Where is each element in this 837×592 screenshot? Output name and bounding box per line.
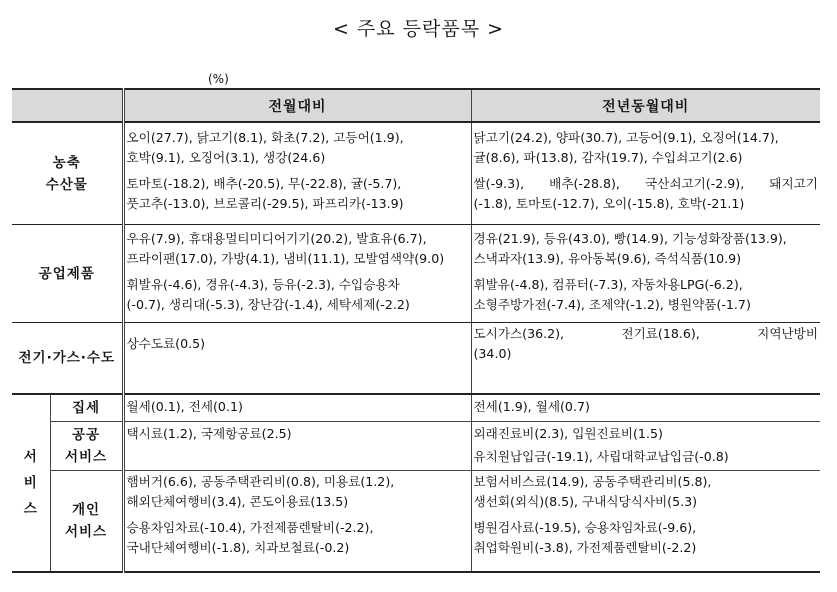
industry-yoy-up-2: 스낵과자(13.9), 유아동복(9.6), 즉석식품(10.9) (473, 251, 742, 266)
public-mom-value: 택시료(1.2), 국제항공료(2.5) (126, 426, 292, 441)
subcategory-personal-service (50, 471, 123, 573)
utility-yoy-gas: 도시가스(36.2), (473, 326, 565, 341)
personal-mom-down-2: 국내단체여행비(-1.8), 치과보철료(-0.2) (126, 540, 350, 555)
agri-yoy-down-2: (-1.8), 토마토(-12.7), 오이(-15.8), 호박(-21.1) (473, 196, 745, 211)
category-agri-line1: 농축 (52, 154, 81, 171)
industry-mom-down-1: 휘발유(-4.6), 경유(-4.3), 등유(-2.3), 수입승용차 (126, 277, 400, 292)
agri-mom-up-2: 호박(9.1), 오징어(3.1), 생강(24.6) (126, 150, 326, 165)
unit-label: (%) (208, 72, 229, 86)
utility-mom-value: 상수도료(0.5) (126, 336, 206, 351)
table-header-row (12, 89, 820, 122)
personal-mom-up-2: 해외단체여행비(3.4), 콘도이용료(13.5) (126, 494, 349, 509)
subcategory-public-service (50, 422, 123, 471)
agri-mom-cell (123, 122, 471, 225)
personal-yoy-down-2: 취업학원비(-3.8), 가전제품렌탈비(-2.2) (473, 540, 697, 555)
subcategory-personal-line2: 서비스 (64, 524, 108, 540)
agri-yoy-cell (471, 122, 820, 225)
header-mom: 전월대비 (123, 89, 471, 122)
public-mom-cell (123, 422, 471, 471)
category-agri-line2: 수산물 (45, 176, 88, 193)
public-yoy-up: 외래진료비(2.3), 입원진료비(1.5) (473, 426, 663, 441)
rent-mom-value: 월세(0.1), 전세(0.1) (126, 399, 243, 414)
agri-yoy-down-1 (472, 174, 821, 194)
utility-yoy-electric: 전기료(18.6), (621, 326, 700, 341)
rent-yoy-value: 전세(1.9), 월세(0.7) (473, 399, 590, 414)
personal-yoy-down-1: 병원검사료(-19.5), 승용차임차료(-9.6), (473, 520, 697, 535)
table-row-public-service (12, 422, 820, 471)
table-row-utility (12, 323, 820, 395)
utility-yoy-heating: 지역난방비 (757, 326, 818, 341)
industry-mom-up-2: 프라이팬(17.0), 가방(4.1), 냄비(11.1), 모발염색약(9.0) (126, 251, 445, 266)
header-blank-cell (12, 89, 123, 122)
public-yoy-cell (471, 422, 820, 471)
industry-yoy-down-2: 소형주방가전(-7.4), 조제약(-1.2), 병원약품(-1.7) (473, 297, 751, 312)
agri-mom-up-1: 오이(27.7), 닭고기(8.1), 화초(7.2), 고등어(1.9), (126, 130, 404, 145)
subcategory-public-line1: 공공 (71, 427, 101, 443)
industry-yoy-cell (471, 225, 820, 323)
header-yoy: 전년동월대비 (471, 89, 820, 122)
public-yoy-down: 유치원납입금(-19.1), 사립대학교납입금(-0.8) (473, 449, 729, 464)
subcategory-personal-line1: 개인 (71, 502, 101, 518)
industry-yoy-up-1: 경유(21.9), 등유(43.0), 빵(14.9), 기능성화장품(13.9), (473, 231, 787, 246)
subcategory-public-line2: 서비스 (64, 449, 108, 465)
utility-yoy-line1 (472, 324, 821, 344)
category-utility: 전기·가스·수도 (12, 323, 123, 395)
table-row-industry (12, 225, 820, 323)
agri-yoy-down-rice: 쌀(-9.3), (473, 176, 525, 191)
personal-mom-down-1: 승용차임차료(-10.4), 가전제품렌탈비(-2.2), (126, 520, 374, 535)
utility-yoy-line2: (34.0) (473, 346, 512, 361)
agri-yoy-up-1: 닭고기(24.2), 양파(30.7), 고등어(9.1), 오징어(14.7), (473, 130, 779, 145)
table-row-rent (12, 394, 820, 422)
utility-mom-cell (123, 323, 471, 395)
industry-yoy-down-1: 휘발유(-4.8), 컴퓨터(-7.3), 자동차용LPG(-6.2), (473, 277, 743, 292)
personal-yoy-cell (471, 471, 820, 573)
utility-yoy-cell (471, 323, 820, 395)
table-row-personal-service (12, 471, 820, 573)
industry-mom-down-2: (-0.7), 생리대(-5.3), 장난감(-1.4), 세탁세제(-2.2) (126, 297, 410, 312)
agri-yoy-down-beef: 국산쇠고기(-2.9), (644, 176, 745, 191)
page-title: < 주요 등락품목 > (332, 18, 505, 40)
category-industry: 공업제품 (12, 225, 123, 323)
agri-yoy-up-2: 귤(8.6), 파(13.8), 감자(19.7), 수입쇠고기(2.6) (473, 150, 743, 165)
table-row-agri (12, 122, 820, 225)
subcategory-rent: 집세 (50, 394, 123, 422)
agri-mom-down-1: 토마토(-18.2), 배추(-20.5), 무(-22.8), 귤(-5.7), (126, 176, 402, 191)
price-change-table (12, 88, 820, 573)
category-agri (12, 122, 123, 225)
rent-mom-cell (123, 394, 471, 422)
agri-mom-down-2: 풋고추(-13.0), 브로콜리(-29.5), 파프리카(-13.9) (126, 196, 404, 211)
personal-yoy-up-2: 생선회(외식)(8.5), 구내식당식사비(5.3) (473, 494, 698, 509)
rent-yoy-cell (471, 394, 820, 422)
industry-mom-cell (123, 225, 471, 323)
personal-yoy-up-1: 보험서비스료(14.9), 공동주택관리비(5.8), (473, 474, 712, 489)
category-service (12, 394, 50, 572)
personal-mom-cell (123, 471, 471, 573)
category-service-label: 서비스 (23, 449, 38, 517)
industry-mom-up-1: 우유(7.9), 휴대용멀티미디어기기(20.2), 발효유(6.7), (126, 231, 427, 246)
agri-yoy-down-pork: 돼지고기 (769, 176, 818, 191)
agri-yoy-down-cabbage: 배추(-28.8), (549, 176, 620, 191)
personal-mom-up-1: 햄버거(6.6), 공동주택관리비(0.8), 미용료(1.2), (126, 474, 395, 489)
